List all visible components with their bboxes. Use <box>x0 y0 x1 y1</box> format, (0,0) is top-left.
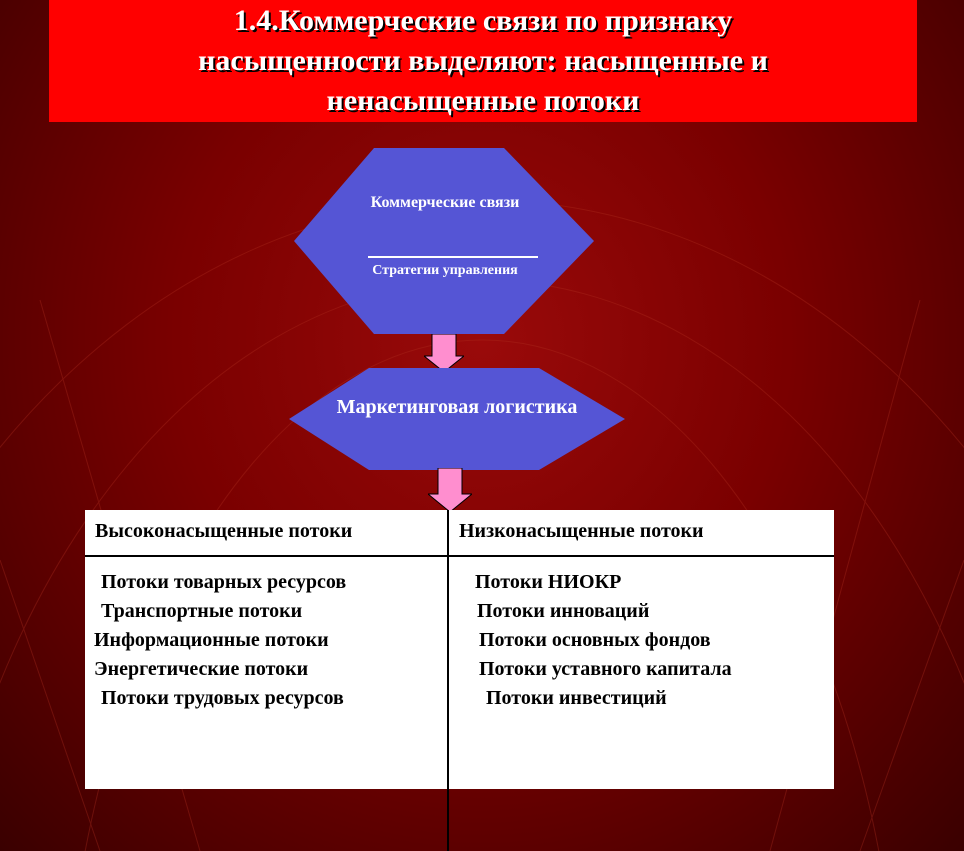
list-item: Потоки основных фондов <box>479 629 711 651</box>
table-column-divider <box>447 510 449 851</box>
marketing-logistics-label: Маркетинговая логистика <box>336 396 578 418</box>
high-saturation-header: Высоконасыщенные потоки <box>95 520 353 542</box>
list-item: Потоки инвестиций <box>486 687 667 709</box>
title-banner <box>49 0 917 122</box>
management-strategies-label: Стратегии управления <box>372 263 518 278</box>
table-header-divider <box>85 555 834 557</box>
list-item: Потоки товарных ресурсов <box>101 571 347 593</box>
list-item: Потоки НИОКР <box>475 571 622 593</box>
list-item: Потоки инноваций <box>477 600 650 622</box>
list-item: Потоки уставного капитала <box>479 658 732 680</box>
low-saturation-header: Низконасыщенные потоки <box>459 520 704 542</box>
list-item: Транспортные потоки <box>101 600 303 622</box>
list-item: Потоки трудовых ресурсов <box>101 687 344 709</box>
commercial-links-hexagon <box>294 148 594 334</box>
list-item: Информационные потоки <box>94 629 329 651</box>
commercial-links-label: Коммерческие связи <box>370 194 520 211</box>
slide-title: 1.4.Коммерческие связи по признаку насыщенности выделяют: насыщенные и ненасыщенные потоки <box>198 4 768 117</box>
down-arrow-icon <box>424 334 464 372</box>
list-item: Энергетические потоки <box>94 658 309 680</box>
down-arrow-icon <box>428 468 472 512</box>
hexagon-divider <box>368 256 538 258</box>
